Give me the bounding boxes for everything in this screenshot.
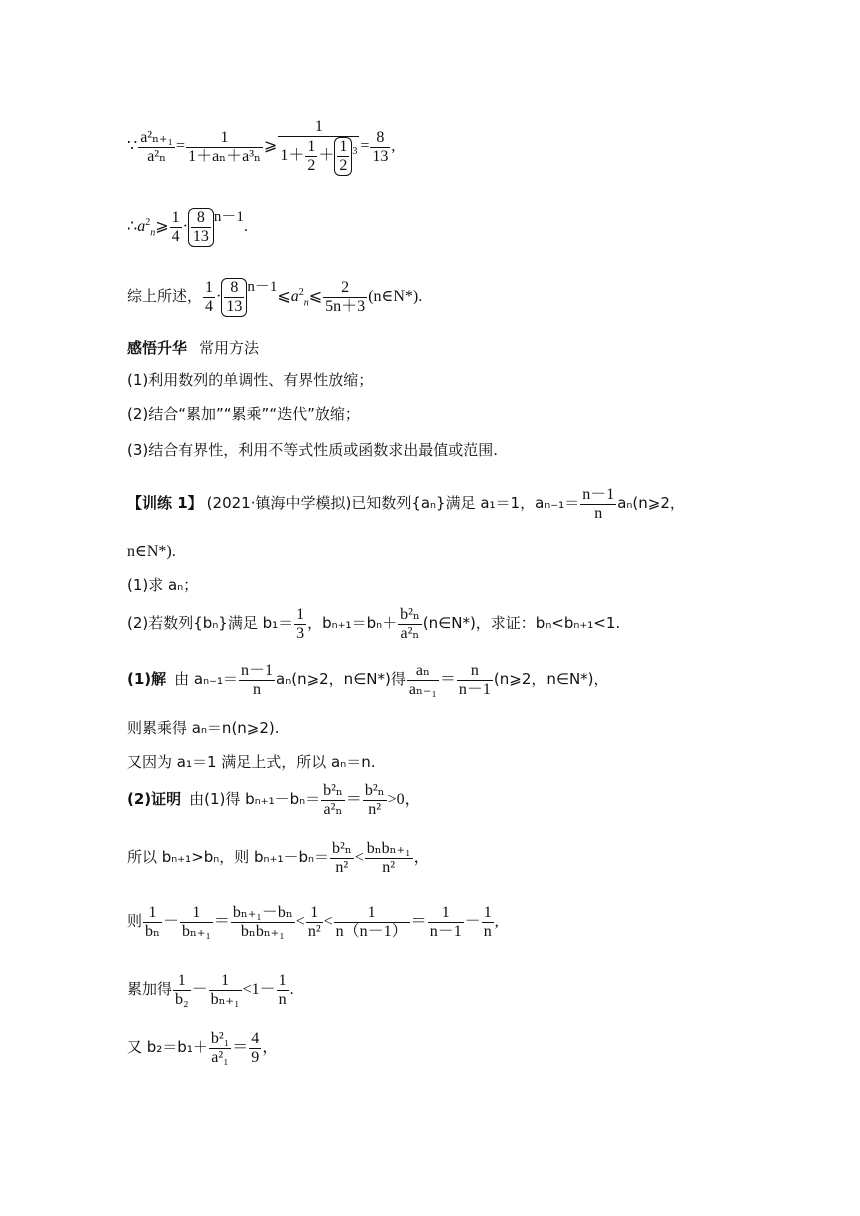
question-2: (2)若数列{bₙ}满足 b₁＝ $\frac{1}{3}$ ，bₙ₊₁＝bₙ＋ $\frac{\text{b²ₙ}}{\text{a²ₙ}}$ (n∈N*)，求证：bₙ<bₙ₊₁<1. [127,606,621,642]
solution-1-line3: 又因为 a₁＝1 满足上式，所以 aₙ＝n. [127,753,376,771]
lower-bound-line: $\therefore a^2_n⩾$ $\frac{1}{4}$ · $\frac{8}{13}$ $^{n-1}$. [127,209,248,245]
training-label: 【训练 1】 [127,494,203,513]
ratio-inequality-line: ∵ $\frac{\text{a²ₙ₊₁}}{\text{a²ₙ}}$ = $\frac{1}{\text{1＋aₙ＋a³ₙ}}$ ⩾ 1 1＋ $\frac{1}{2}$ ＋ $\frac{1}{2}$ $^3$ = $\frac{8}{13}$ , [127,118,396,174]
solution-2-line3: 则 $\frac{1}{\text{bₙ}}$ － $\frac{1}{\text{bₙ₊₁}}$ ＝ $\frac{\text{bₙ₊₁－bₙ}}{\text{bₙbₙ₊₁}}$ < $\frac{1}{\text{n²}}$ < $\frac{1}{n(n-1)}$ ＝ $\frac{1}{n-1}$ － $\frac{1}{n}$ , [127,904,499,940]
training-problem-line: 【训练 1】 (2021·镇海中学模拟)已知数列{aₙ}满足 a₁＝1，aₙ₋₁＝ $\frac{n-1}{n}$ aₙ(n⩾2， [127,486,685,522]
solution-2-line5: 又 b₂＝b₁＋ $\frac{\text{b²₁}}{\text{a²₁}}$ ＝ $\frac{4}{9}$ ， [127,1030,279,1066]
method-item: (1)利用数列的单调性、有界性放缩； [127,371,374,389]
insight-title: 感悟升华 [127,339,188,357]
solution-2-line4: 累加得 $\frac{1}{\text{b₂}}$ － $\frac{1}{\text{bₙ₊₁}}$ <1－ $\frac{1}{n}$ . [127,972,294,1008]
solution-2-label: (2)证明 [127,790,182,809]
question-1: (1)求 aₙ； [127,576,199,594]
training-line2: n∈N*). [127,543,176,560]
solution-1-line2: 则累乘得 aₙ＝n(n⩾2). [127,719,280,737]
method-item: (2)结合“累加”“累乘”“迭代”放缩； [127,405,360,423]
solution-2-line: (2)证明 由(1)得 bₙ₊₁－bₙ＝ $\frac{\text{b²ₙ}}{\text{a²ₙ}}$ ＝ $\frac{\text{b²ₙ}}{\text{n²}}$ >0， [127,782,421,818]
solution-2-line2: 所以 bₙ₊₁>bₙ，则 bₙ₊₁－bₙ＝ $\frac{\text{b²ₙ}}{\text{n²}}$ < $\frac{\text{bₙbₙ₊₁}}{\text{n²}}$ ， [127,840,430,876]
summary-line: 综上所述， $\frac{1}{4}$ · $\frac{8}{13}$ $^{n-1}⩽a^2_n⩽$ $\frac{2}{5n+3}$ (n∈N*). [127,279,423,315]
method-item: (3)结合有界性，利用不等式性质或函数求出最值或范围. [127,441,499,459]
solution-1-label: (1)解 [127,670,167,689]
insight-heading [127,338,259,359]
solution-1-line: (1)解 由 aₙ₋₁＝ $\frac{n-1}{n}$ aₙ(n⩾2，n∈N*)得 $\frac{\text{aₙ}}{\text{aₙ₋₁}}$ ＝ $\frac{n}{n-1}$ (n⩾2，n∈N*)， [127,662,609,698]
insight-subtitle: 常用方法 [199,339,260,357]
